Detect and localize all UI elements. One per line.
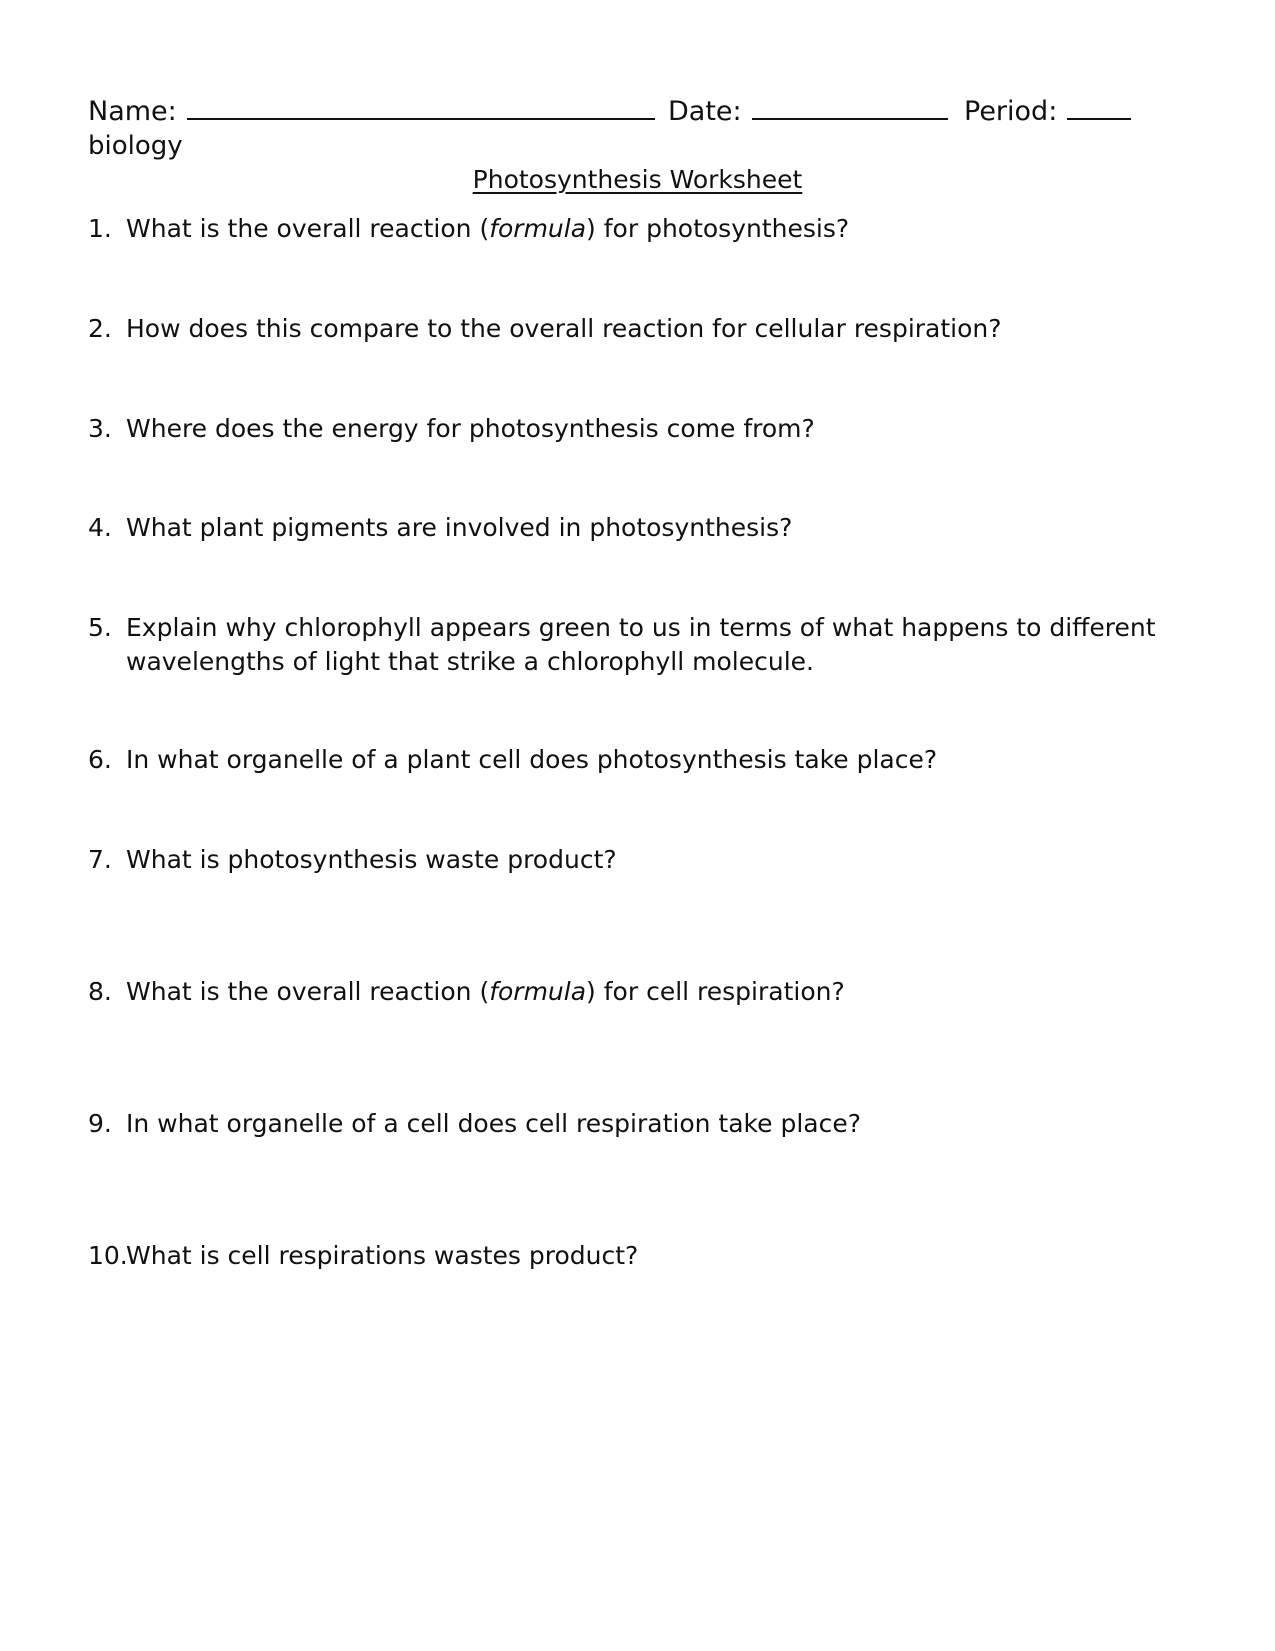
question-text: In what organelle of a plant cell does photosynthesis take place?: [126, 745, 938, 774]
question-number: 10.: [88, 1241, 128, 1270]
name-label: Name:: [88, 96, 177, 127]
question-text: How does this compare to the overall reaction for cellular respiration?: [126, 314, 1002, 343]
date-blank[interactable]: [752, 88, 948, 120]
question-text: What is the overall reaction (formula) for photosynthesis?: [126, 214, 850, 243]
question-number: 3.: [88, 414, 112, 443]
question-text: What plant pigments are involved in photosynthesis?: [126, 513, 793, 542]
question-text: What is cell respirations wastes product?: [126, 1241, 639, 1270]
name-blank[interactable]: [187, 88, 655, 120]
period-blank[interactable]: [1067, 88, 1131, 120]
question-text: What is the overall reaction (formula) for cell respiration?: [126, 977, 845, 1006]
question-text: Explain why chlorophyll appears green to us in terms of what happens to different wavelengths of light that strike a chlorophyll molecule.: [126, 613, 1156, 676]
question-text: Where does the energy for photosynthesis come from?: [126, 414, 815, 443]
date-label: Date:: [668, 96, 742, 127]
question-number: 8.: [88, 977, 112, 1006]
question-text: What is photosynthesis waste product?: [126, 845, 617, 874]
period-label: Period:: [964, 96, 1058, 127]
question-text: In what organelle of a cell does cell respiration take place?: [126, 1109, 861, 1138]
page-title: Photosynthesis Worksheet: [472, 165, 803, 194]
date-field: [668, 88, 948, 132]
question-number: 1.: [88, 214, 112, 243]
question-number: 7.: [88, 845, 112, 874]
question-number: 9.: [88, 1109, 112, 1138]
period-field: [964, 88, 1131, 132]
header-row: [88, 88, 1178, 128]
question-number: 5.: [88, 613, 112, 642]
question-number: 2.: [88, 314, 112, 343]
question-number: 6.: [88, 745, 112, 774]
subject-label: biology: [88, 131, 183, 161]
question-number: 4.: [88, 513, 112, 542]
